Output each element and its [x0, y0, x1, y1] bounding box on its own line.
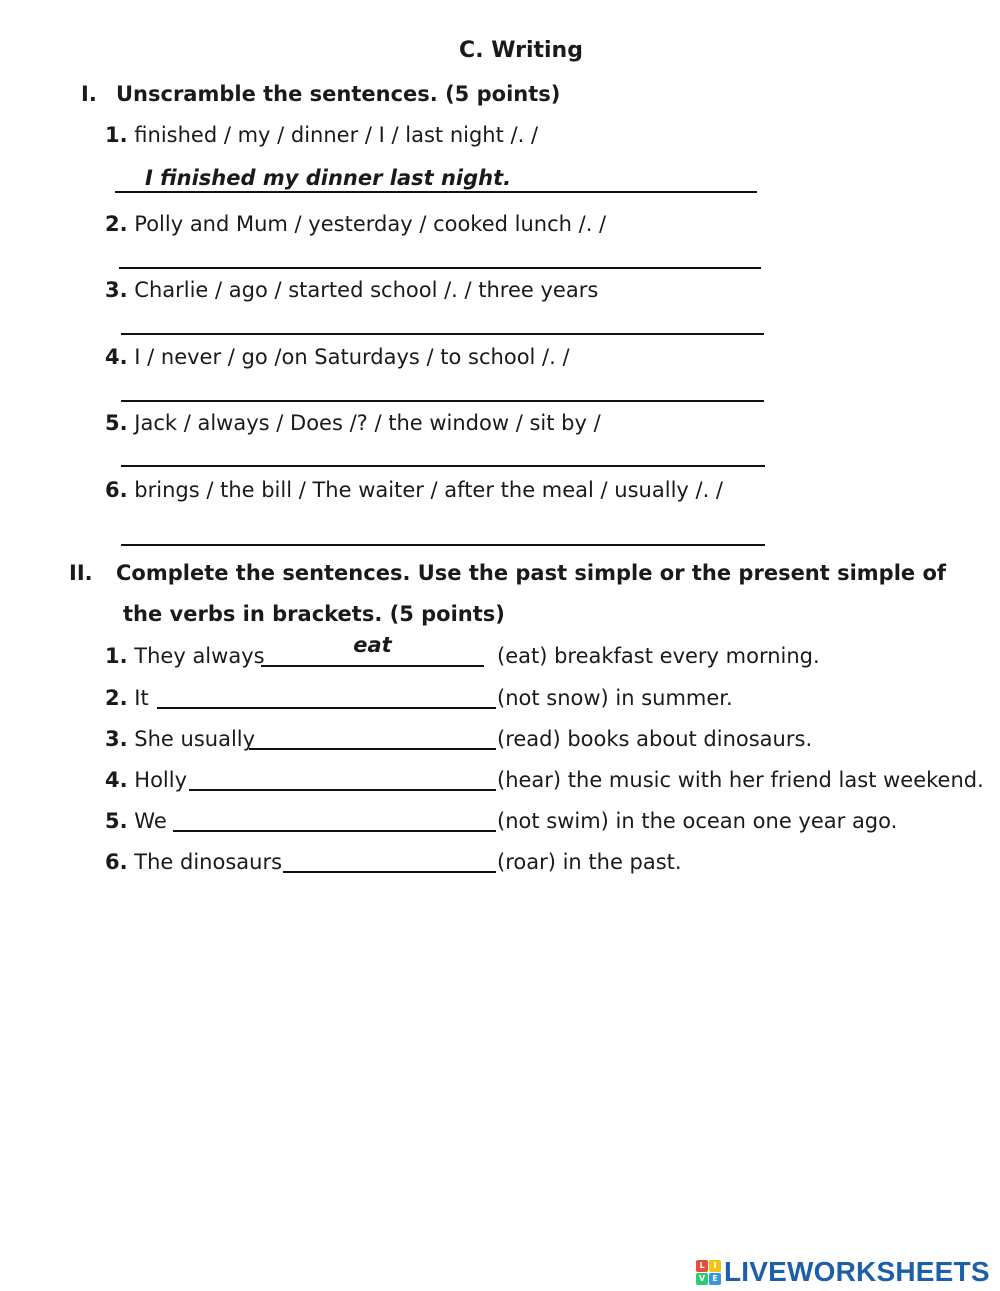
section-2-heading-line-1: Complete the sentences. Use the past simple or the present simple of — [116, 561, 947, 585]
unscramble-item-5 — [105, 411, 601, 435]
item-number: 5. — [105, 809, 128, 833]
verb-hint-4: (hear) the music with her friend last weekend. — [497, 768, 984, 792]
item-number: 3. — [105, 727, 128, 751]
unscramble-item-2 — [105, 212, 606, 236]
item-text-before: They always — [134, 644, 265, 668]
item-text-before: It — [134, 686, 149, 710]
verb-hint-5: (not swim) in the ocean one year ago. — [497, 809, 898, 833]
item-number: 1. — [105, 644, 128, 668]
blank-answer: eat — [353, 633, 392, 657]
logo-block: I — [709, 1260, 721, 1272]
example-answer: I finished my dinner last night. — [145, 166, 512, 190]
complete-item-2 — [105, 686, 149, 710]
answer-line-1[interactable] — [115, 191, 757, 193]
answer-line-5[interactable] — [121, 465, 765, 467]
unscramble-item-4 — [105, 345, 570, 369]
verb-hint-3: (read) books about dinosaurs. — [497, 727, 813, 751]
unscramble-item-1 — [105, 123, 538, 147]
blank-5[interactable] — [173, 804, 496, 832]
liveworksheets-logo — [696, 1257, 990, 1287]
complete-item-4 — [105, 768, 187, 792]
item-text-before: Holly — [134, 768, 188, 792]
item-number: 6. — [105, 478, 128, 502]
unscramble-item-6 — [105, 478, 723, 502]
blank-6[interactable] — [283, 845, 496, 873]
section-1-heading: Unscramble the sentences. (5 points) — [116, 82, 561, 106]
item-words: I / never / go /on Saturdays / to school /. / — [134, 345, 570, 369]
item-text-before: She usually — [134, 727, 256, 751]
blank-1[interactable] — [261, 633, 484, 667]
section-2-heading-line-2: the verbs in brackets. (5 points) — [123, 602, 505, 626]
answer-line-3[interactable] — [121, 333, 764, 335]
item-words: Polly and Mum / yesterday / cooked lunch /. / — [134, 212, 607, 236]
item-number: 1. — [105, 123, 128, 147]
item-number: 4. — [105, 345, 128, 369]
page-title: C. Writing — [459, 38, 583, 63]
item-number: 2. — [105, 212, 128, 236]
blank-4[interactable] — [189, 763, 496, 791]
logo-block: V — [696, 1273, 708, 1285]
item-text-before: We — [134, 809, 167, 833]
unscramble-item-3 — [105, 278, 598, 302]
logo-blocks-icon — [696, 1260, 721, 1285]
logo-block: E — [709, 1273, 721, 1285]
answer-line-6[interactable] — [121, 544, 765, 546]
item-number: 6. — [105, 850, 128, 874]
answer-line-2[interactable] — [119, 267, 761, 269]
item-words: finished / my / dinner / I / last night /. / — [134, 123, 539, 147]
item-number: 2. — [105, 686, 128, 710]
item-words: Jack / always / Does /? / the window / sit by / — [134, 411, 601, 435]
complete-item-1 — [105, 644, 265, 668]
item-words: brings / the bill / The waiter / after the meal / usually /. / — [134, 478, 724, 502]
answer-line-4[interactable] — [121, 400, 764, 402]
verb-hint-6: (roar) in the past. — [497, 850, 682, 874]
verb-hint-1: (eat) breakfast every morning. — [497, 644, 820, 668]
item-number: 5. — [105, 411, 128, 435]
brand-name: LIVEWORKSHEETS — [724, 1256, 990, 1287]
complete-item-6 — [105, 850, 282, 874]
blank-2[interactable] — [157, 681, 496, 709]
section-2-number: II. — [69, 561, 93, 585]
section-1-number: I. — [81, 82, 97, 106]
item-words: Charlie / ago / started school /. / three years — [134, 278, 599, 302]
item-number: 4. — [105, 768, 128, 792]
complete-item-3 — [105, 727, 255, 751]
verb-hint-2: (not snow) in summer. — [497, 686, 733, 710]
blank-3[interactable] — [249, 722, 496, 750]
logo-block: L — [696, 1260, 708, 1272]
item-number: 3. — [105, 278, 128, 302]
item-text-before: The dinosaurs — [134, 850, 283, 874]
complete-item-5 — [105, 809, 167, 833]
